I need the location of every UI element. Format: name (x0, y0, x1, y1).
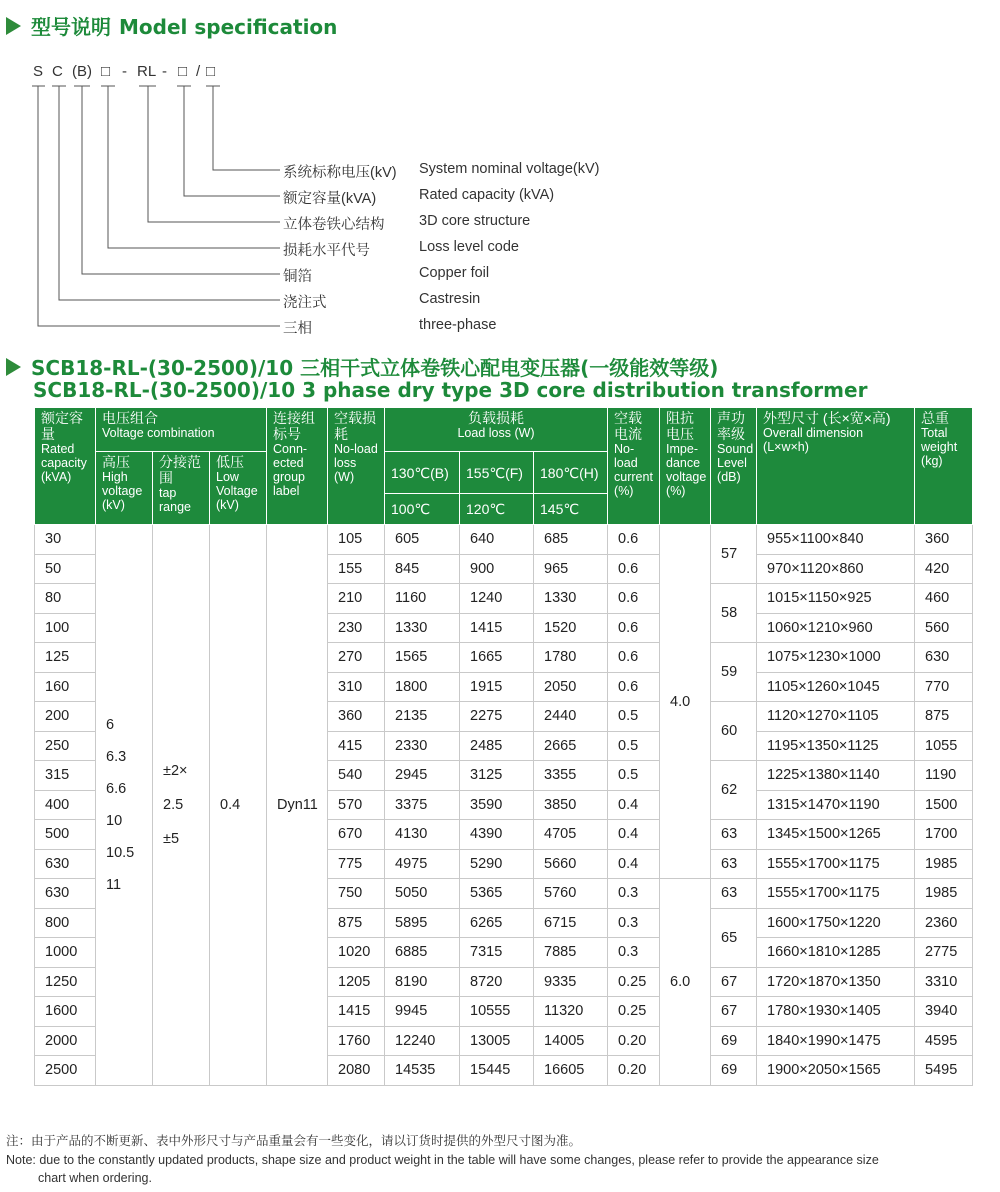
cell-load-loss-b: 1160 (385, 584, 460, 614)
cell-capacity: 200 (35, 702, 96, 732)
cell-dimension: 1900×2050×1565 (757, 1056, 915, 1086)
high-voltage-value: 6.3 (106, 748, 127, 765)
cell-capacity: 800 (35, 908, 96, 938)
cell-noload-current: 0.6 (608, 554, 660, 584)
cell-noload-loss: 230 (328, 613, 385, 643)
cell-load-loss-b: 1800 (385, 672, 460, 702)
cell-weight: 1985 (915, 879, 973, 909)
spec-item-en: Copper foil (419, 265, 490, 281)
model-code-part: C (52, 63, 63, 80)
high-voltage-value: 6.6 (106, 780, 127, 797)
cell-load-loss-h: 4705 (534, 820, 608, 850)
cell-noload-loss: 540 (328, 761, 385, 791)
cell-load-loss-h: 16605 (534, 1056, 608, 1086)
header-noload-current: 空载电流 No-load current (%) (608, 408, 660, 525)
note-en (6, 1151, 946, 1187)
cell-load-loss-f: 5290 (460, 849, 534, 879)
cell-noload-current: 0.3 (608, 938, 660, 968)
cell-load-loss-b: 6885 (385, 938, 460, 968)
cell-capacity: 1250 (35, 967, 96, 997)
cell-load-loss-b: 2330 (385, 731, 460, 761)
cell-load-loss-b: 5895 (385, 908, 460, 938)
cell-dimension: 1195×1350×1125 (757, 731, 915, 761)
cell-sound-level: 58 (711, 584, 757, 643)
cell-load-loss-h: 2440 (534, 702, 608, 732)
cell-sound-level: 62 (711, 761, 757, 820)
cell-dimension: 1600×1750×1220 (757, 908, 915, 938)
cell-weight: 420 (915, 554, 973, 584)
high-voltage-value: 6 (106, 716, 115, 733)
cell-load-loss-f: 2485 (460, 731, 534, 761)
cell-load-loss-b: 12240 (385, 1026, 460, 1056)
cell-noload-loss: 1415 (328, 997, 385, 1027)
cell-dimension: 1555×1700×1175 (757, 849, 915, 879)
cell-load-loss-h: 685 (534, 525, 608, 555)
tap-range-value: 2.5 (163, 796, 184, 813)
cell-noload-current: 0.5 (608, 761, 660, 791)
header-voltage: 电压组合 Voltage combination (96, 408, 267, 452)
cell-sound-level: 67 (711, 967, 757, 997)
cell-weight: 770 (915, 672, 973, 702)
cell-load-loss-b: 4975 (385, 849, 460, 879)
cell-noload-loss: 1205 (328, 967, 385, 997)
model-code-part: (B) (72, 63, 92, 80)
cell-sound-level: 65 (711, 908, 757, 967)
cell-load-loss-f: 7315 (460, 938, 534, 968)
cell-load-loss-f: 10555 (460, 997, 534, 1027)
cell-capacity: 630 (35, 879, 96, 909)
spec-table-body (35, 525, 973, 1086)
tap-range-value: ±2× (163, 762, 188, 779)
cell-sound-level: 63 (711, 849, 757, 879)
spec-item-zh: 系统标称电压(kV) (283, 165, 397, 181)
cell-capacity: 2500 (35, 1056, 96, 1086)
model-spec-title-zh: 型号说明 (31, 15, 111, 39)
cell-noload-current: 0.20 (608, 1056, 660, 1086)
cell-load-loss-f: 5365 (460, 879, 534, 909)
model-code-diagram (0, 55, 700, 345)
cell-load-loss-f: 2275 (460, 702, 534, 732)
cell-dimension: 955×1100×840 (757, 525, 915, 555)
cell-load-loss-b: 8190 (385, 967, 460, 997)
cell-noload-current: 0.6 (608, 613, 660, 643)
cell-noload-loss: 105 (328, 525, 385, 555)
model-code-part: S (33, 63, 44, 80)
cell-load-loss-h: 1330 (534, 584, 608, 614)
cell-noload-loss: 875 (328, 908, 385, 938)
cell-capacity: 160 (35, 672, 96, 702)
cell-noload-loss: 1020 (328, 938, 385, 968)
cell-load-loss-h: 14005 (534, 1026, 608, 1056)
model-code-part: □ (178, 63, 188, 80)
cell-noload-loss: 1760 (328, 1026, 385, 1056)
spec-item-zh: 铜箔 (283, 269, 312, 285)
high-voltage-value: 10.5 (106, 844, 135, 861)
header-temp-b: 130℃(B) (385, 452, 460, 494)
header-temp-f: 155℃(F) (460, 452, 534, 494)
cell-load-loss-f: 1915 (460, 672, 534, 702)
spec-item-zh: 额定容量(kVA) (283, 191, 377, 207)
product-title-en: SCB18-RL-(30-2500)/10 3 phase dry type 3D core distribution transformer (33, 378, 868, 402)
cell-capacity: 500 (35, 820, 96, 850)
cell-noload-current: 0.6 (608, 672, 660, 702)
spec-item-zh: 立体卷铁心结构 (283, 217, 385, 233)
cell-impedance: 4.0 (660, 525, 711, 879)
cell-load-loss-h: 7885 (534, 938, 608, 968)
spec-item-en: Rated capacity (kVA) (419, 187, 555, 203)
header-lv: 低压 Low Voltage (kV) (210, 452, 267, 525)
cell-weight: 1985 (915, 849, 973, 879)
cell-noload-current: 0.3 (608, 908, 660, 938)
cell-noload-current: 0.3 (608, 879, 660, 909)
cell-weight: 560 (915, 613, 973, 643)
cell-noload-loss: 155 (328, 554, 385, 584)
cell-load-loss-b: 1330 (385, 613, 460, 643)
cell-noload-loss: 775 (328, 849, 385, 879)
cell-capacity: 1600 (35, 997, 96, 1027)
header-load-loss: 负载损耗 Load loss (W) (385, 408, 608, 452)
model-code-part: RL (137, 63, 157, 80)
model-code-part: - (162, 63, 167, 80)
spec-table (34, 407, 973, 1086)
cell-dimension: 1315×1470×1190 (757, 790, 915, 820)
cell-sound-level: 63 (711, 820, 757, 850)
triangle-bullet-icon (6, 358, 21, 376)
model-code-part: □ (206, 63, 216, 80)
cell-weight: 1055 (915, 731, 973, 761)
cell-weight: 2360 (915, 908, 973, 938)
cell-dimension: 1105×1260×1045 (757, 672, 915, 702)
spec-item-zh: 损耗水平代号 (283, 243, 370, 259)
table-row (35, 525, 973, 555)
cell-load-loss-h: 965 (534, 554, 608, 584)
note-en-line2: chart when ordering. (38, 1171, 152, 1185)
cell-load-loss-h: 9335 (534, 967, 608, 997)
product-title-zh: SCB18-RL-(30-2500)/10 三相干式立体卷铁心配电变压器(一级能效等级) (31, 356, 719, 380)
cell-load-loss-b: 2945 (385, 761, 460, 791)
cell-noload-current: 0.4 (608, 820, 660, 850)
cell-dimension: 970×1120×860 (757, 554, 915, 584)
cell-load-loss-h: 5660 (534, 849, 608, 879)
tap-range-value: ±5 (163, 830, 180, 847)
spec-item-en: System nominal voltage(kV) (419, 161, 600, 177)
cell-noload-loss: 2080 (328, 1056, 385, 1086)
cell-noload-loss: 360 (328, 702, 385, 732)
cell-weight: 360 (915, 525, 973, 555)
cell-noload-current: 0.25 (608, 967, 660, 997)
cell-load-loss-b: 5050 (385, 879, 460, 909)
cell-weight: 460 (915, 584, 973, 614)
header-hv: 高压 High voltage (kV) (96, 452, 153, 525)
model-code-part: □ (101, 63, 111, 80)
spec-item-zh: 浇注式 (283, 295, 327, 311)
cell-dimension: 1015×1150×925 (757, 584, 915, 614)
cell-load-loss-h: 2050 (534, 672, 608, 702)
cell-noload-current: 0.4 (608, 790, 660, 820)
header-ref-100: 100℃ (385, 494, 460, 525)
cell-capacity: 30 (35, 525, 96, 555)
cell-noload-current: 0.6 (608, 584, 660, 614)
model-code-part: / (196, 63, 201, 80)
cell-sound-level: 69 (711, 1026, 757, 1056)
cell-sound-level: 69 (711, 1056, 757, 1086)
cell-load-loss-f: 900 (460, 554, 534, 584)
cell-capacity: 630 (35, 849, 96, 879)
header-temp-h: 180℃(H) (534, 452, 608, 494)
cell-noload-loss: 415 (328, 731, 385, 761)
cell-capacity: 80 (35, 584, 96, 614)
cell-load-loss-f: 3590 (460, 790, 534, 820)
cell-dimension: 1660×1810×1285 (757, 938, 915, 968)
cell-load-loss-h: 1520 (534, 613, 608, 643)
cell-sound-level: 60 (711, 702, 757, 761)
header-impedance: 阻抗电压 Impe-dance voltage (%) (660, 408, 711, 525)
triangle-bullet-icon (6, 17, 21, 35)
cell-weight: 3310 (915, 967, 973, 997)
cell-connection-group: Dyn11 (267, 525, 328, 1086)
cell-load-loss-f: 8720 (460, 967, 534, 997)
cell-load-loss-b: 14535 (385, 1056, 460, 1086)
header-ref-120: 120℃ (460, 494, 534, 525)
cell-noload-loss: 310 (328, 672, 385, 702)
cell-load-loss-b: 9945 (385, 997, 460, 1027)
cell-load-loss-b: 1565 (385, 643, 460, 673)
cell-capacity: 100 (35, 613, 96, 643)
cell-load-loss-h: 6715 (534, 908, 608, 938)
cell-noload-current: 0.4 (608, 849, 660, 879)
cell-load-loss-f: 1665 (460, 643, 534, 673)
cell-sound-level: 67 (711, 997, 757, 1027)
high-voltage-value: 10 (106, 812, 123, 829)
cell-load-loss-h: 1780 (534, 643, 608, 673)
cell-load-loss-h: 5760 (534, 879, 608, 909)
cell-load-loss-b: 605 (385, 525, 460, 555)
cell-capacity: 315 (35, 761, 96, 791)
cell-noload-loss: 670 (328, 820, 385, 850)
product-title-row (6, 352, 718, 381)
cell-noload-current: 0.25 (608, 997, 660, 1027)
cell-dimension: 1720×1870×1350 (757, 967, 915, 997)
cell-dimension: 1075×1230×1000 (757, 643, 915, 673)
cell-capacity: 50 (35, 554, 96, 584)
cell-load-loss-f: 1415 (460, 613, 534, 643)
cell-noload-current: 0.20 (608, 1026, 660, 1056)
cell-noload-current: 0.6 (608, 525, 660, 555)
header-capacity: 额定容量 Rated capacity (kVA) (35, 408, 96, 525)
header-noload-loss: 空载损耗 No-load loss (W) (328, 408, 385, 525)
cell-noload-loss: 750 (328, 879, 385, 909)
cell-load-loss-f: 13005 (460, 1026, 534, 1056)
cell-load-loss-f: 6265 (460, 908, 534, 938)
cell-capacity: 125 (35, 643, 96, 673)
cell-sound-level: 59 (711, 643, 757, 702)
header-group: 连接组标号 Conn-ected group label (267, 408, 328, 525)
cell-load-loss-h: 11320 (534, 997, 608, 1027)
cell-load-loss-h: 2665 (534, 731, 608, 761)
cell-load-loss-f: 1240 (460, 584, 534, 614)
cell-capacity: 400 (35, 790, 96, 820)
cell-dimension: 1345×1500×1265 (757, 820, 915, 850)
cell-sound-level: 63 (711, 879, 757, 909)
header-weight: 总重 Total weight (kg) (915, 408, 973, 525)
cell-weight: 4595 (915, 1026, 973, 1056)
high-voltage-value: 11 (106, 876, 122, 893)
header-ref-145: 145℃ (534, 494, 608, 525)
cell-noload-loss: 570 (328, 790, 385, 820)
cell-noload-loss: 210 (328, 584, 385, 614)
cell-noload-current: 0.5 (608, 731, 660, 761)
cell-load-loss-f: 640 (460, 525, 534, 555)
model-spec-title (6, 11, 337, 40)
cell-load-loss-f: 4390 (460, 820, 534, 850)
model-code-part: - (122, 63, 127, 80)
cell-high-voltage (96, 525, 153, 1086)
cell-load-loss-b: 2135 (385, 702, 460, 732)
cell-weight: 875 (915, 702, 973, 732)
model-spec-title-en: Model specification (119, 15, 338, 39)
cell-load-loss-b: 845 (385, 554, 460, 584)
cell-weight: 2775 (915, 938, 973, 968)
cell-noload-loss: 270 (328, 643, 385, 673)
cell-dimension: 1060×1210×960 (757, 613, 915, 643)
cell-noload-current: 0.5 (608, 702, 660, 732)
spec-item-en: Castresin (419, 291, 481, 307)
cell-load-loss-f: 3125 (460, 761, 534, 791)
note-en-line1: Note: due to the constantly updated products, shape size and product weight in the table will have some changes, please refer to provide the appearance size (6, 1153, 879, 1167)
cell-weight: 1700 (915, 820, 973, 850)
spec-item-zh: 三相 (283, 321, 312, 337)
cell-sound-level: 57 (711, 525, 757, 584)
header-dimension: 外型尺寸 (长×宽×高) Overall dimension (L×w×h) (757, 408, 915, 525)
header-tap: 分接范围 tap range (153, 452, 210, 525)
cell-load-loss-f: 15445 (460, 1056, 534, 1086)
cell-load-loss-b: 3375 (385, 790, 460, 820)
cell-weight: 1500 (915, 790, 973, 820)
cell-weight: 1190 (915, 761, 973, 791)
header-sound: 声功率级 Sound Level (dB) (711, 408, 757, 525)
cell-dimension: 1840×1990×1475 (757, 1026, 915, 1056)
spec-item-en: three-phase (419, 317, 497, 333)
cell-weight: 3940 (915, 997, 973, 1027)
cell-low-voltage: 0.4 (210, 525, 267, 1086)
cell-dimension: 1120×1270×1105 (757, 702, 915, 732)
spec-item-en: Loss level code (419, 239, 519, 255)
note-zh: 注：由于产品的不断更新、表中外形尺寸与产品重量会有一些变化，请以订货时提供的外型尺寸图为准。 (6, 1134, 582, 1148)
cell-dimension: 1780×1930×1405 (757, 997, 915, 1027)
cell-load-loss-h: 3850 (534, 790, 608, 820)
cell-load-loss-h: 3355 (534, 761, 608, 791)
cell-tap-range (153, 525, 210, 1086)
cell-capacity: 1000 (35, 938, 96, 968)
cell-weight: 630 (915, 643, 973, 673)
spec-item-en: 3D core structure (419, 213, 531, 229)
cell-noload-current: 0.6 (608, 643, 660, 673)
cell-impedance: 6.0 (660, 879, 711, 1086)
cell-capacity: 2000 (35, 1026, 96, 1056)
cell-capacity: 250 (35, 731, 96, 761)
cell-dimension: 1225×1380×1140 (757, 761, 915, 791)
cell-weight: 5495 (915, 1056, 973, 1086)
cell-load-loss-b: 4130 (385, 820, 460, 850)
cell-dimension: 1555×1700×1175 (757, 879, 915, 909)
